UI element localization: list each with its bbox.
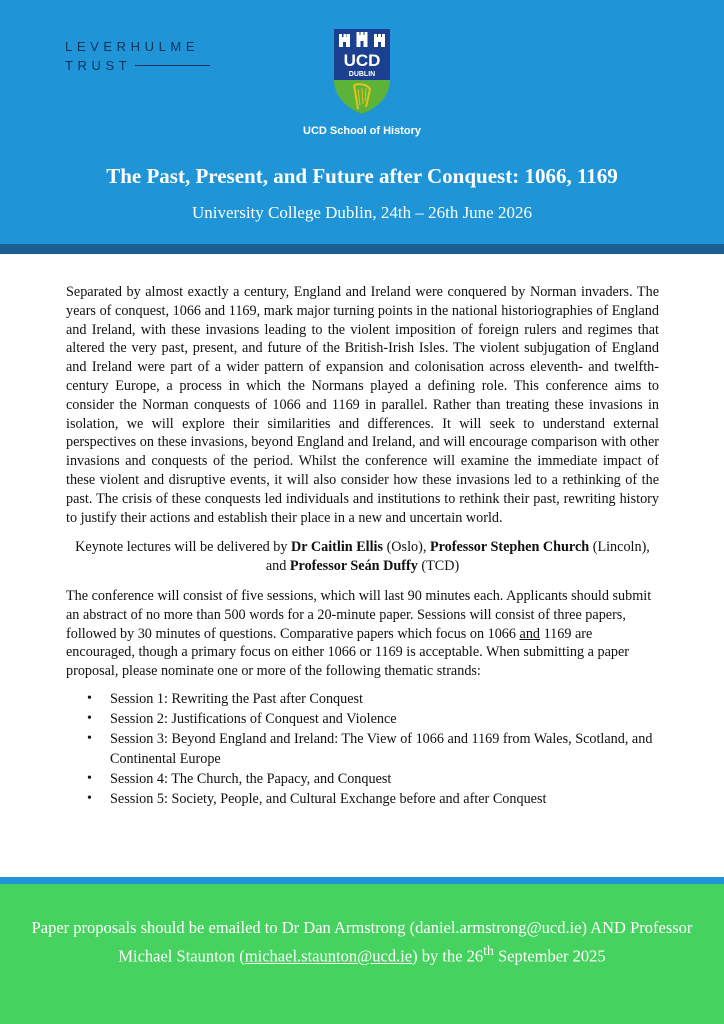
- sessions-intro-and: and: [519, 625, 541, 642]
- session-label: Session 1: Rewriting the Past after Conquest: [110, 690, 363, 707]
- session-label: Session 5: Society, People, and Cultural Exchange before and after Conquest: [110, 790, 547, 807]
- keynote-speaker-3: Professor Seán Duffy: [289, 558, 418, 575]
- keynote-speaker-1: Dr Caitlin Ellis: [291, 539, 384, 556]
- session-label: Session 4: The Church, the Papacy, and Conquest: [110, 770, 392, 787]
- footer-divider: [0, 877, 724, 884]
- leverhulme-line2: TRUST: [65, 58, 132, 73]
- leverhulme-line1: LEVERHULME: [65, 39, 200, 54]
- keynote-affiliation-2: (Lincoln), and: [265, 539, 650, 575]
- bullet-icon: •: [87, 770, 92, 786]
- bullet-icon: •: [87, 710, 92, 726]
- staunton-email-link[interactable]: michael.staunton@ucd.ie: [244, 946, 413, 966]
- footer-part2: ) by the 26: [412, 946, 484, 966]
- footer-text: [20, 916, 704, 968]
- page-title: The Past, Present, and Future after Conquest: 1066, 1169: [106, 164, 618, 188]
- bullet-icon: •: [87, 690, 92, 706]
- intro-paragraph: Separated by almost exactly a century, England and Ireland were conquered by Norman invaders. The years of conquest, 1066 and 1169, mark major turning points in the national historiographies of England and Ireland, with these invasions leading to the violent imposition of foreign rulers and regimes that altered the very past, present, and future of the British-Irish Isles. The violent subjugation of England and Ireland were part of a wider pattern of expansion and colonisation across eleventh- and twelfth-century Europe, a process in which the Normans played a defining role. This conference aims to consider the Norman conquests of 1066 and 1169 in parallel. Rather than treating these invasions in isolation, we will explore their similarities and differences. It will seek to understand external perspectives on these invasions, beyond England and Ireland, and will encourage comparison with other invasions and conquests of the period. Whilst the conference will examine the immediate impact of these violent and disruptive events, it will also consider how these invasions led to a rethinking of the past. The crisis of these conquests led individuals and institutions to rethink their past, rewriting history to justify their actions and establish their place in a new and uncertain world.: [66, 284, 659, 526]
- session-list: [66, 689, 659, 809]
- session-label: Session 3: Beyond England and Ireland: The View of 1066 and 1169 from Wales, Scotland, and Continental Europe: [110, 730, 653, 767]
- session-item: [66, 789, 659, 809]
- ucd-crest-logo: [332, 27, 392, 115]
- keynote-affiliation-1: (Oslo),: [383, 539, 430, 556]
- page-subtitle: University College Dublin, 24th – 26th June 2026: [192, 203, 532, 222]
- session-item: [66, 729, 659, 769]
- header-divider: [0, 244, 724, 254]
- session-label: Session 2: Justifications of Conquest and Violence: [110, 710, 397, 727]
- leverhulme-rule: [135, 65, 210, 66]
- sessions-intro-part1: The conference will consist of five sessions, which will last 90 minutes each. Applicants should submit an abstract of no more than 500 words for a 20-minute paper. Sessions will consist of three papers, followed by 30 minutes of questions. Comparative papers which focus on 1066: [66, 587, 652, 642]
- bullet-icon: •: [87, 730, 92, 746]
- school-name: UCD School of History: [303, 125, 421, 137]
- session-item: [66, 689, 659, 709]
- sessions-intro-part2: 1169 are encouraged, though a primary focus on either 1066 or 1169 is acceptable. When submitting a paper proposal, please nominate one or more of the following thematic strands:: [66, 625, 629, 680]
- bullet-icon: •: [87, 790, 92, 806]
- keynote-paragraph: [66, 538, 659, 576]
- session-item: [66, 709, 659, 729]
- footer-superscript: th: [483, 943, 494, 958]
- ucd-logo-text: UCD: [343, 51, 381, 70]
- session-item: [66, 769, 659, 789]
- footer-part1: Paper proposals should be emailed to Dr Dan Armstrong (daniel.armstrong@ucd.ie) AND Professor Michael Staunton (: [31, 918, 693, 966]
- ucd-logo-subtext: DUBLIN: [348, 71, 376, 78]
- sessions-intro-paragraph: [66, 587, 659, 681]
- body-content: [66, 283, 659, 809]
- footer-part3: September 2025: [493, 946, 606, 966]
- leverhulme-trust-logo: [65, 37, 210, 75]
- keynote-affiliation-3: (TCD): [417, 558, 460, 575]
- keynote-prefix: Keynote lectures will be delivered by: [75, 539, 292, 556]
- keynote-speaker-2: Professor Stephen Church: [429, 539, 590, 556]
